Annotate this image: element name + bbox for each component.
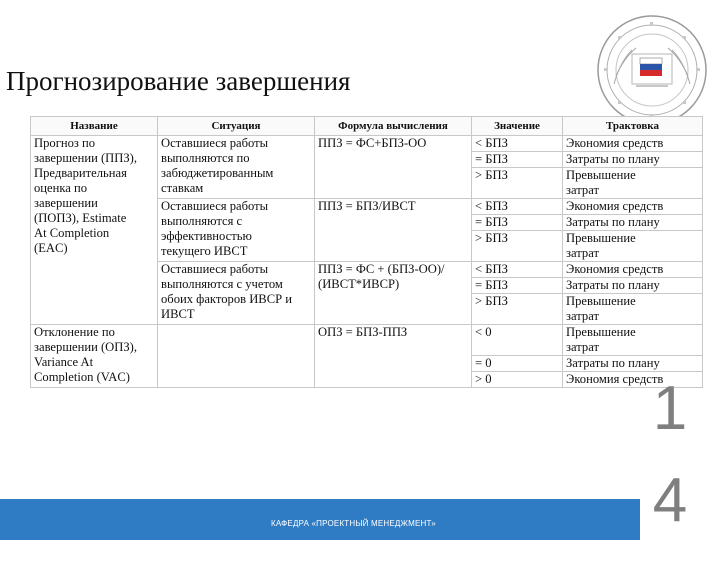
cell-line: Экономия средств: [566, 262, 664, 276]
cell-situation: [158, 199, 315, 262]
cell-formula: [315, 325, 472, 388]
cell-line: выполняются по: [161, 151, 250, 165]
cell-line: ППЗ = ФС+БПЗ-ОО: [318, 136, 427, 150]
cell-interpretation: [563, 215, 703, 231]
cell-situation: [158, 262, 315, 325]
cell-value: < БПЗ: [472, 262, 563, 278]
cell-formula: [315, 262, 472, 325]
page-number-digit-2: 4: [652, 466, 688, 535]
cell-situation: [158, 325, 315, 388]
cell-value: = БПЗ: [472, 215, 563, 231]
cell-line: Затраты по плану: [566, 215, 660, 229]
cell-line: затрат: [566, 246, 599, 260]
cell-line: затрат: [566, 183, 599, 197]
cell-line: текущего ИВСТ: [161, 244, 248, 258]
cell-line: завершении (ОПЗ),: [34, 340, 138, 354]
forecast-table-container: [30, 116, 687, 388]
cell-line: ППЗ = ФС + (БПЗ-ОО)/: [318, 262, 445, 276]
header-formula: Формула вычисления: [315, 117, 472, 136]
cell-line: ОПЗ = БПЗ-ППЗ: [318, 325, 408, 339]
cell-line: завершении: [34, 196, 98, 210]
cell-line: (EAC): [34, 241, 68, 255]
cell-value: = БПЗ: [472, 152, 563, 168]
cell-line: Предварительная: [34, 166, 127, 180]
cell-line: Variance At: [34, 355, 94, 369]
cell-line: затрат: [566, 340, 599, 354]
university-seal-logo: [596, 14, 708, 126]
header-interpretation: Трактовка: [563, 117, 703, 136]
cell-interpretation: [563, 356, 703, 372]
cell-indicator-name: [31, 325, 158, 388]
cell-line: выполняются с: [161, 214, 243, 228]
cell-line: выполняются с учетом: [161, 277, 283, 291]
slide-title: Прогнозирование завершения: [6, 66, 351, 96]
cell-line: ставкам: [161, 181, 204, 195]
cell-value: < БПЗ: [472, 136, 563, 152]
cell-indicator-name: [31, 136, 158, 325]
cell-value: < БПЗ: [472, 199, 563, 215]
header-situation: Ситуация: [158, 117, 315, 136]
cell-line: Экономия средств: [566, 199, 664, 213]
cell-interpretation: [563, 231, 703, 262]
cell-interpretation: [563, 168, 703, 199]
cell-value: > 0: [472, 372, 563, 388]
cell-line: затрат: [566, 309, 599, 323]
cell-line: Превышение: [566, 168, 636, 182]
page-number: [642, 374, 698, 562]
cell-line: Оставшиеся работы: [161, 262, 269, 276]
cell-formula: [315, 199, 472, 262]
cell-value: = 0: [472, 356, 563, 372]
cell-interpretation: [563, 152, 703, 168]
table-row: [31, 325, 703, 356]
cell-line: Превышение: [566, 231, 636, 245]
cell-line: завершении (ППЗ),: [34, 151, 138, 165]
cell-line: ППЗ = БПЗ/ИВСТ: [318, 199, 416, 213]
cell-line: (ИВСТ*ИВСР): [318, 277, 400, 291]
table-row: [31, 136, 703, 152]
cell-line: Отклонение по: [34, 325, 115, 339]
cell-line: Completion (VAC): [34, 370, 130, 384]
cell-line: ИВСТ: [161, 307, 195, 321]
cell-line: забюджетированным: [161, 166, 274, 180]
cell-line: Затраты по плану: [566, 356, 660, 370]
cell-value: > БПЗ: [472, 294, 563, 325]
cell-interpretation: [563, 325, 703, 356]
cell-value: < 0: [472, 325, 563, 356]
cell-line: Превышение: [566, 325, 636, 339]
cell-line: (ПОПЗ), Estimate: [34, 211, 127, 225]
cell-line: Экономия средств: [566, 372, 664, 386]
cell-line: Превышение: [566, 294, 636, 308]
forecast-table: [30, 116, 703, 388]
cell-interpretation: [563, 262, 703, 278]
cell-interpretation: [563, 136, 703, 152]
cell-value: = БПЗ: [472, 278, 563, 294]
cell-line: Экономия средств: [566, 136, 664, 150]
cell-line: обоих факторов ИВСР и: [161, 292, 292, 306]
cell-line: Прогноз по: [34, 136, 96, 150]
cell-interpretation: [563, 294, 703, 325]
cell-interpretation: [563, 199, 703, 215]
cell-line: оценка по: [34, 181, 88, 195]
header-value: Значение: [472, 117, 563, 136]
cell-value: > БПЗ: [472, 168, 563, 199]
cell-line: Оставшиеся работы: [161, 199, 269, 213]
cell-interpretation: [563, 278, 703, 294]
cell-line: Затраты по плану: [566, 278, 660, 292]
cell-situation: [158, 136, 315, 199]
cell-line: эффективностью: [161, 229, 252, 243]
footer-department: КАФЕДРА «ПРОЕКТНЫЙ МЕНЕДЖМЕНТ»: [271, 519, 436, 528]
cell-line: At Completion: [34, 226, 110, 240]
header-name: Название: [31, 117, 158, 136]
cell-line: Затраты по плану: [566, 152, 660, 166]
cell-line: Оставшиеся работы: [161, 136, 269, 150]
cell-formula: [315, 136, 472, 199]
page-number-digit-1: 1: [652, 374, 688, 443]
cell-value: > БПЗ: [472, 231, 563, 262]
table-header-row: [31, 117, 703, 136]
